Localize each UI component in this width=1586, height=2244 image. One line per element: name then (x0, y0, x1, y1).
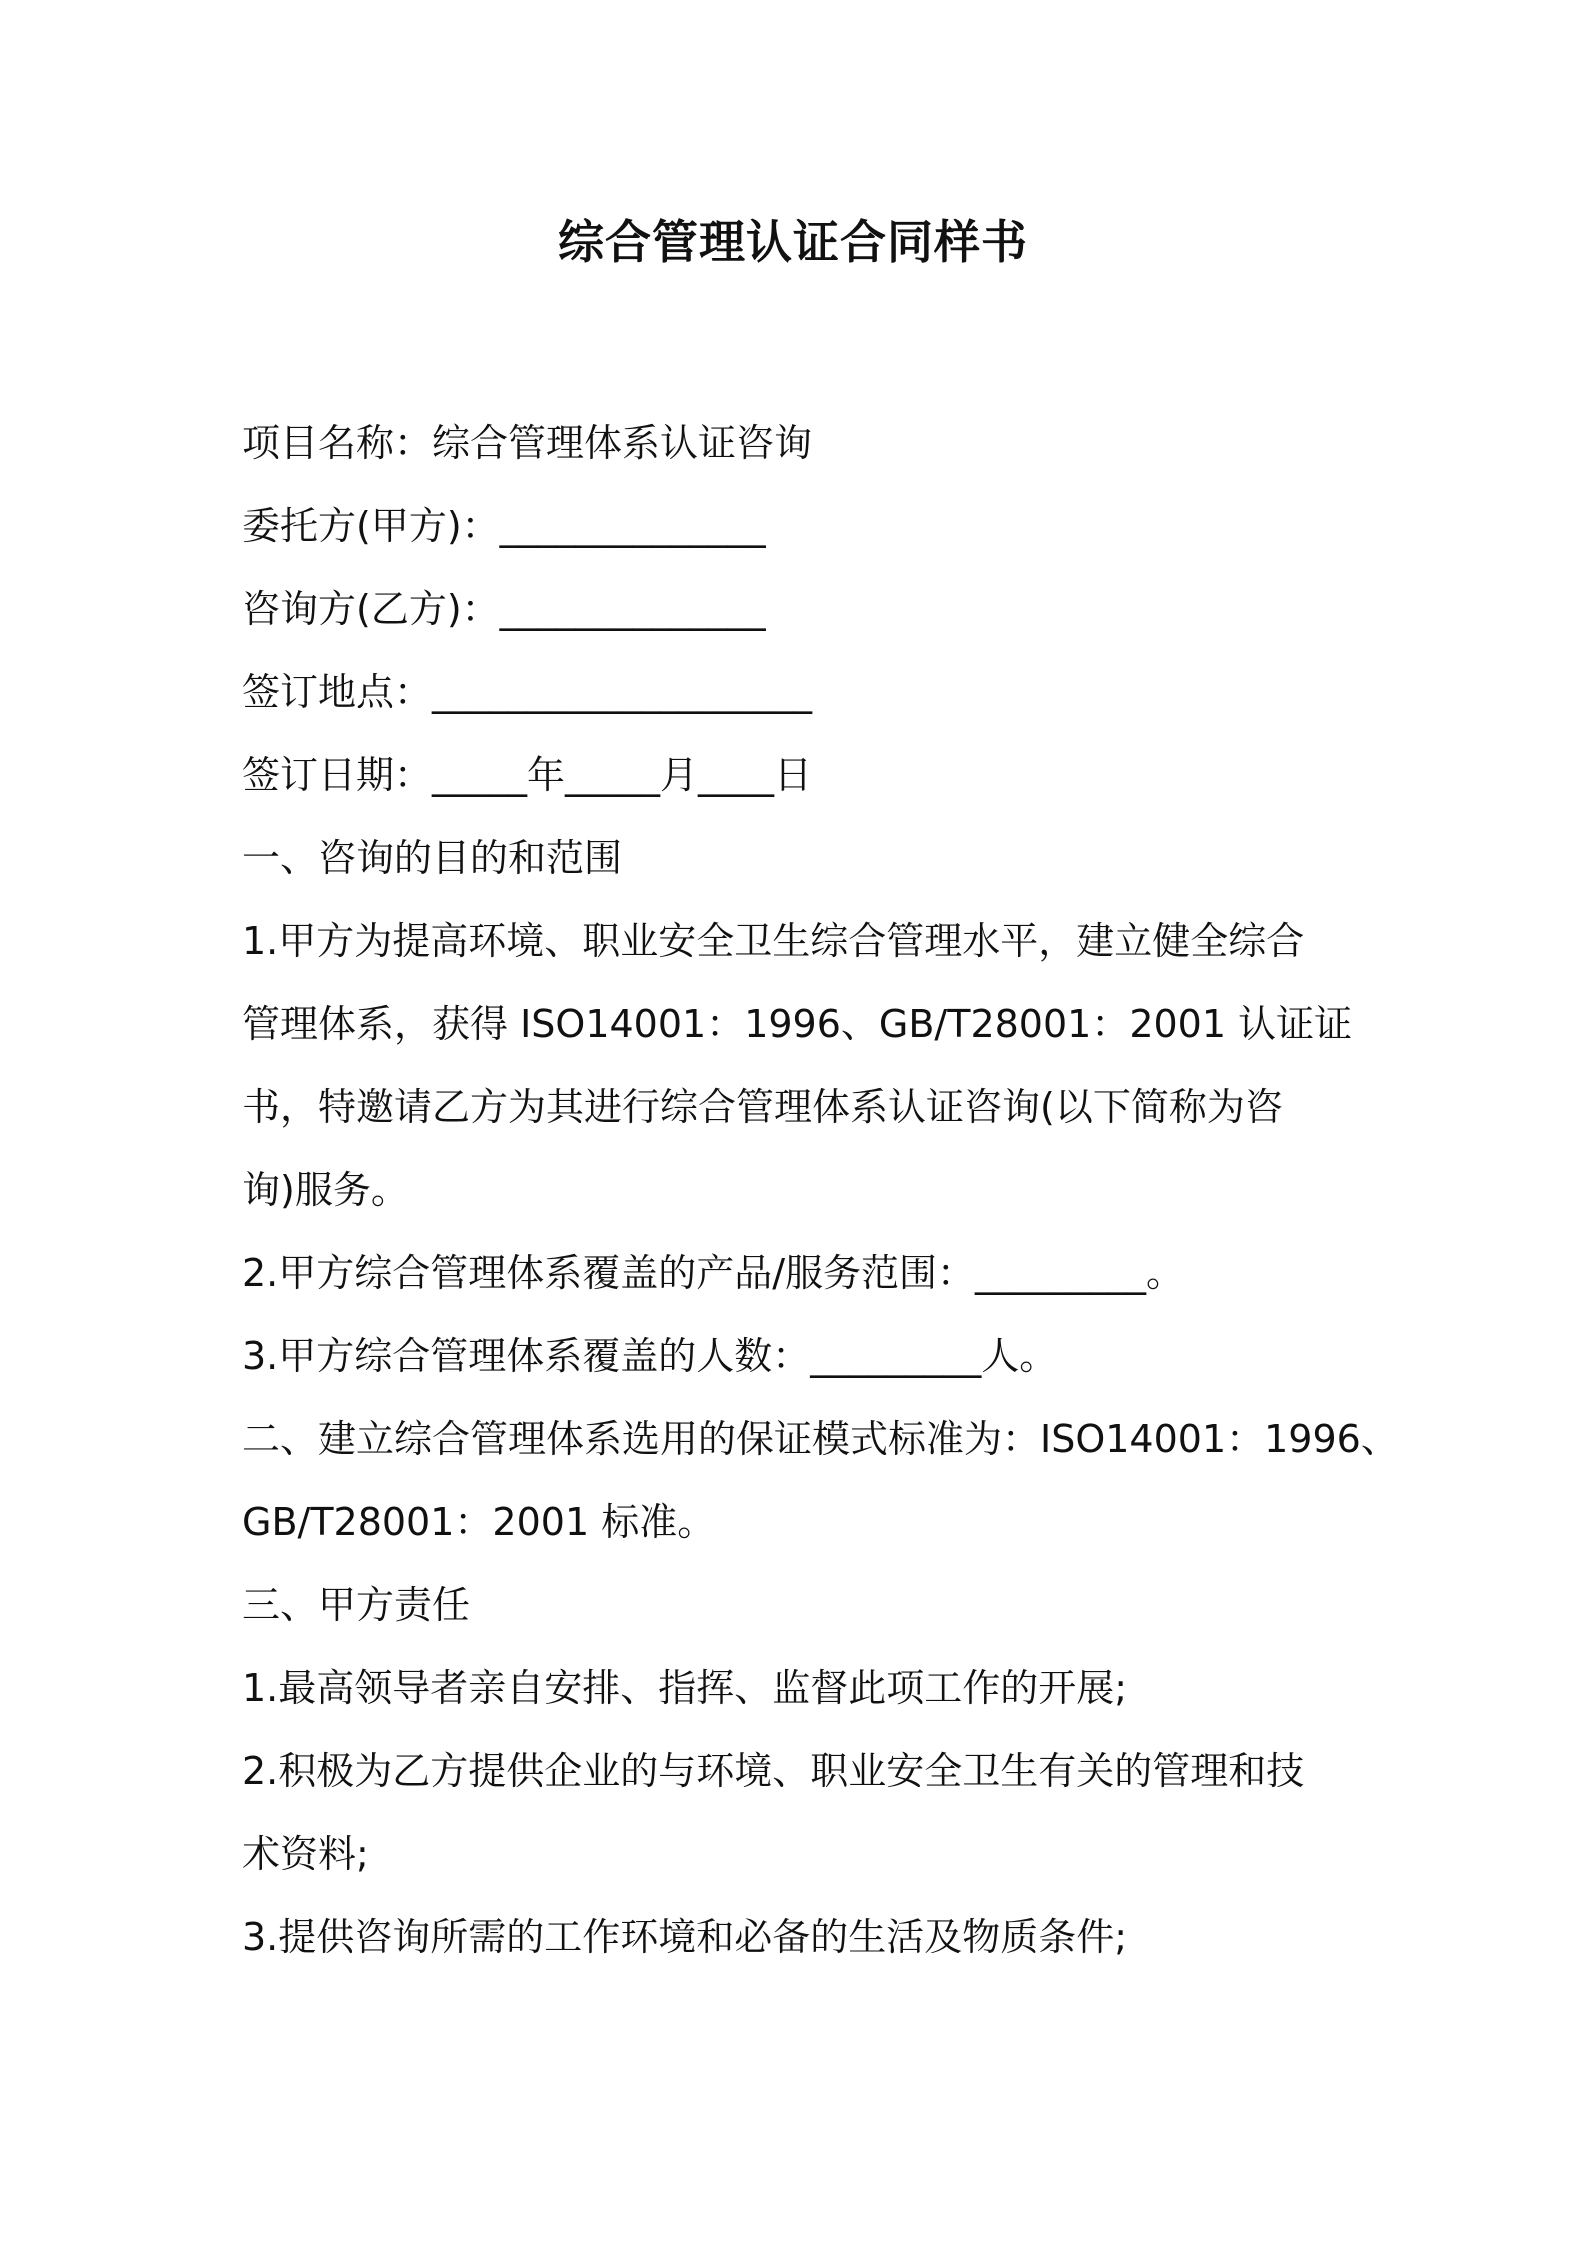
paragraph-line: GB/T28001：2001 标准。 (242, 1500, 716, 1544)
paragraph-line: 1.甲方为提高环境、职业安全卫生综合管理水平，建立健全综合 (242, 919, 1305, 963)
paragraph-line: 2.甲方综合管理体系覆盖的产品/服务范围：_________。 (242, 1251, 1185, 1295)
signing-date-line: 签订日期：_____年_____月____日 (242, 753, 813, 797)
section-heading-1: 一、咨询的目的和范围 (242, 836, 623, 880)
paragraph-line: 询)服务。 (242, 1168, 409, 1212)
document-body (242, 402, 1399, 1979)
section-heading-2: 二、建立综合管理体系选用的保证模式标准为：ISO14001：1996、 (242, 1417, 1399, 1461)
paragraph-line: 3.提供咨询所需的工作环境和必备的生活及物质条件; (242, 1915, 1128, 1959)
party-b-line: 咨询方(乙方)：______________ (242, 587, 766, 631)
paragraph-line: 书，特邀请乙方为其进行综合管理体系认证咨询(以下简称为咨 (242, 1085, 1283, 1129)
paragraph-line: 2.积极为乙方提供企业的与环境、职业安全卫生有关的管理和技 (242, 1749, 1305, 1793)
document-title: 综合管理认证合同样书 (558, 215, 1028, 269)
section-heading-3: 三、甲方责任 (242, 1583, 471, 1627)
paragraph-line: 管理体系，获得 ISO14001：1996、GB/T28001：2001 认证证 (242, 1002, 1353, 1046)
signing-place-line: 签订地点：____________________ (242, 670, 813, 714)
paragraph-line: 3.甲方综合管理体系覆盖的人数：_________人。 (242, 1334, 1058, 1378)
paragraph-line: 1.最高领导者亲自安排、指挥、监督此项工作的开展; (242, 1666, 1128, 1710)
paragraph-line: 术资料; (242, 1832, 369, 1876)
project-name-line: 项目名称：综合管理体系认证咨询 (242, 421, 813, 465)
party-a-line: 委托方(甲方)：______________ (242, 504, 766, 548)
